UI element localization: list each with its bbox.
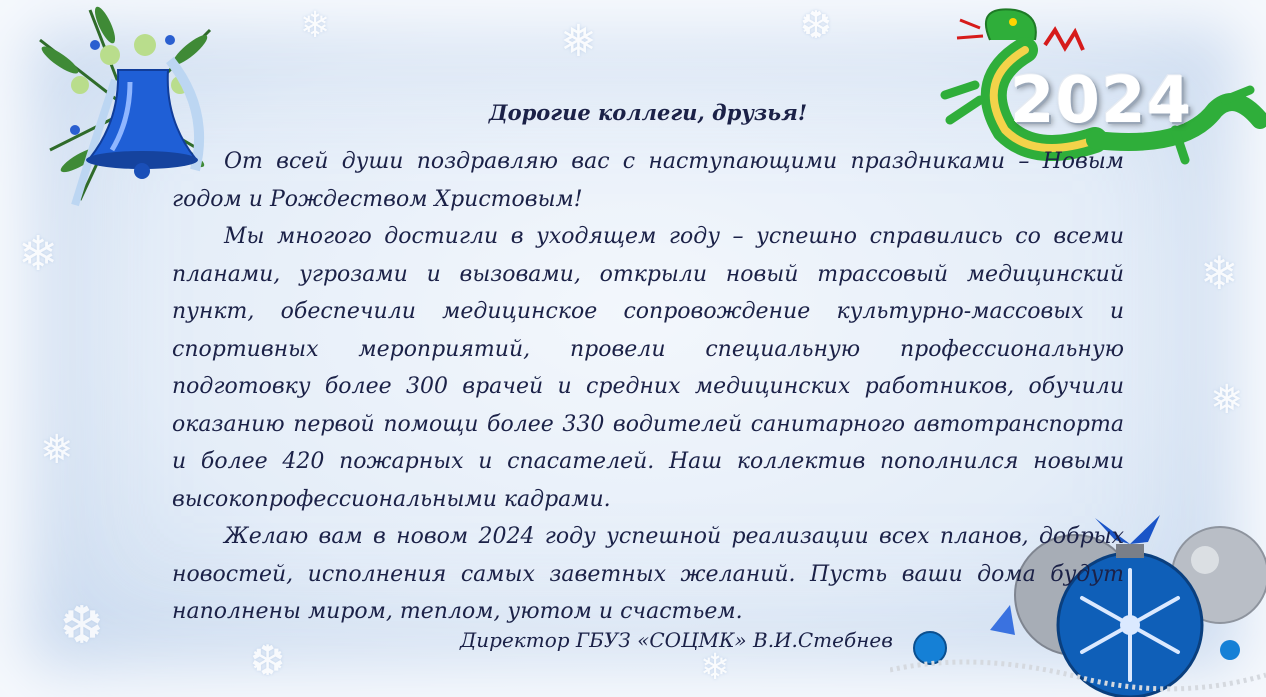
greeting-heading: Дорогие коллеги, друзья! — [488, 100, 808, 125]
snowflake-icon: ❄ — [1200, 246, 1239, 300]
snowflake-icon: ❆ — [60, 596, 104, 656]
paragraph: Желаю вам в новом 2024 году успешной реализации всех планов, добрых новостей, исполнения самых заветных желаний. Пусть ваши дома будут наполнены миром, теплом, уютом и счастьем. — [172, 524, 1124, 624]
snowflake-icon: ❄ — [700, 647, 731, 688]
signature: Директор ГБУЗ «СОЦМК» В.И.Стебнев — [460, 628, 893, 652]
year-badge: 2024 — [1010, 64, 1193, 138]
paragraph: Мы многого достигли в уходящем году – успешно справились со всеми планами, угрозами и вызовами, открыли новый трассовый медицинский пункт, обеспечили медицинское сопровождение культурно-массовых и спортивных мероприятий, провели специальную профессиональную подготовку более 300 врачей и средних медицинских работников, обучили оказанию первой помощи более 330 водителей санитарного автотранспорта и более 420 пожарных и спасателей. Наш коллектив пополнился новыми высокопрофессиональными кадрами. — [172, 224, 1124, 512]
snowflake-icon: ❅ — [40, 427, 74, 473]
snowflake-icon: ❆ — [800, 3, 832, 47]
snowflake-icon: ❅ — [1210, 377, 1244, 423]
letter-body — [172, 96, 1124, 631]
snowflake-icon: ❄ — [300, 5, 331, 46]
snowflake-icon: ❆ — [250, 636, 286, 685]
snowflake-icon: ❄ — [18, 226, 59, 282]
snowflake-icon: ❅ — [560, 16, 597, 67]
paragraph: От всей души поздравляю вас с наступающими праздниками – Новым годом и Рождеством Христовым! — [172, 149, 1124, 212]
